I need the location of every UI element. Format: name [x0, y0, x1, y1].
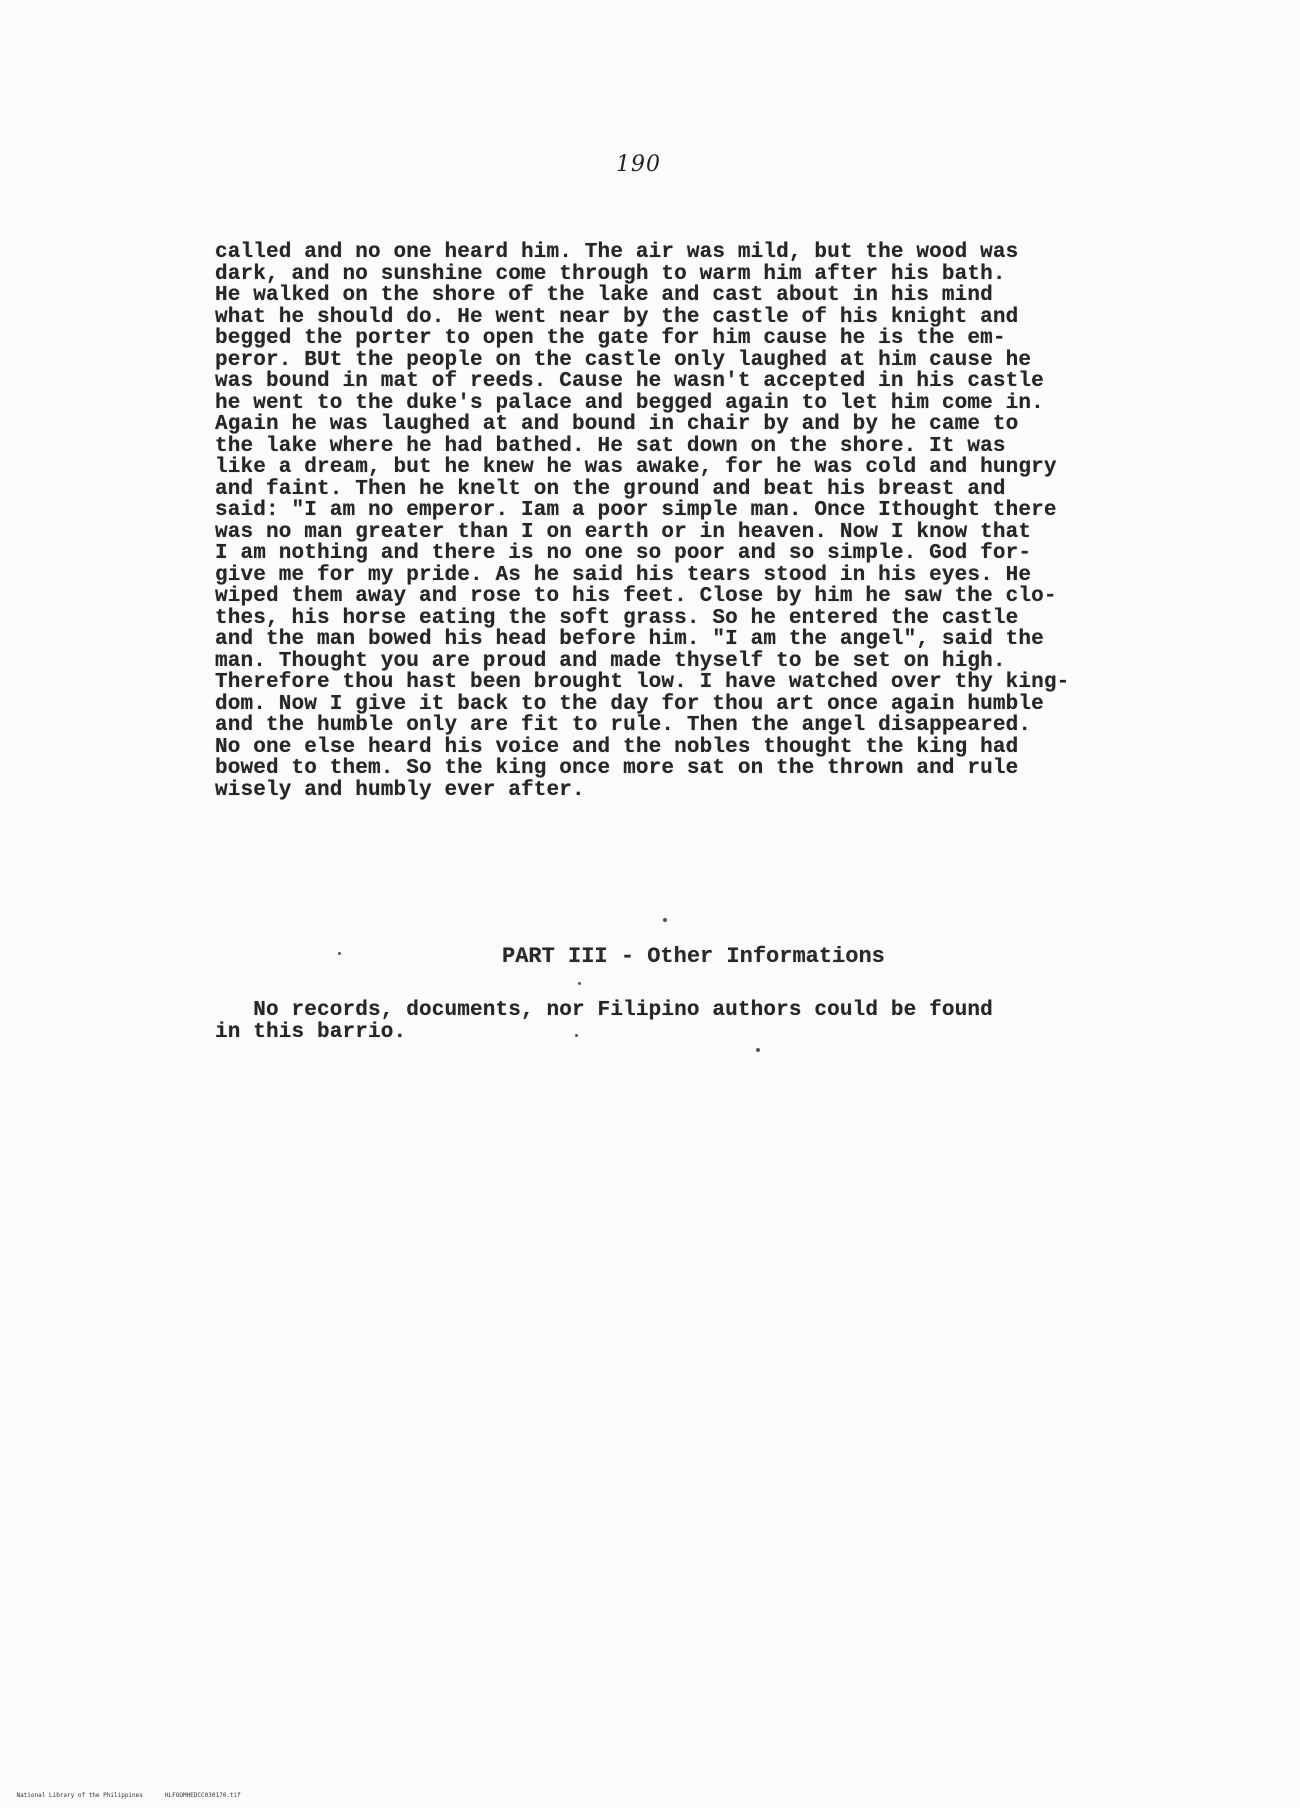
text-line: and faint. Then he knelt on the ground and beat his breast and [215, 477, 1006, 501]
text-line: begged the porter to open the gate for him cause he is the em- [215, 327, 1006, 350]
scan-speck [575, 1034, 578, 1037]
page-number: 190 [616, 152, 661, 177]
text-line: said: "I am no emperor. Iam a poor simple man. Once Ithought there [215, 499, 1057, 522]
story-text [215, 242, 1215, 801]
scan-speck [663, 918, 667, 922]
scan-footer [2, 1785, 263, 1806]
text-line: and the humble only are fit to rule. Then the angel disappeared. [215, 714, 1032, 737]
scan-speck [338, 952, 341, 955]
text-line: was no man greater than I on earth or in heaven. Now I know that [215, 520, 1032, 544]
scan-speck [578, 982, 581, 985]
text-line: dom. Now I give it back to the day for thou art once again humble [215, 692, 1044, 716]
text-line: what he should do. He went near by the castle of his knight and [215, 305, 1019, 329]
text-line: wiped them away and rose to his feet. Close by him he saw the clo- [215, 585, 1057, 608]
text-line: wisely and humbly ever after. [215, 778, 585, 802]
text-line: man. Thought you are proud and made thyself to be set on high. [215, 649, 1006, 673]
text-line: Therefore thou hast been brought low. I have watched over thy king- [215, 671, 1070, 694]
text-line: dark, and no sunshine come through to warm him after his bath. [215, 262, 1006, 286]
footer-library: National Library of the Philippines [16, 1792, 143, 1799]
text-line: bowed to them. So the king once more sat on the thrown and rule [215, 757, 1019, 780]
text-line: thes, his horse eating the soft grass. So he entered the castle [215, 606, 1019, 630]
closing-paragraph [215, 1000, 1215, 1043]
scan-speck [756, 1048, 760, 1052]
text-line: he went to the duke's palace and begged again to let him come in. [215, 391, 1044, 415]
section-heading: PART III - Other Informations [502, 944, 885, 969]
text-line: in this barrio. [215, 1020, 407, 1044]
text-line: Again he was laughed at and bound in chair by and by he came to [215, 413, 1019, 436]
text-line: called and no one heard him. The air was mild, but the wood was [215, 241, 1019, 264]
text-line: peror. BUt the people on the castle only laughed at him cause he [215, 348, 1032, 372]
text-line: No records, documents, nor Filipino authors could be found [215, 999, 993, 1022]
text-line: like a dream, but he knew he was awake, for he was cold and hungry [215, 456, 1057, 479]
text-line: He walked on the shore of the lake and cast about in his mind [215, 284, 993, 307]
text-line: I am nothing and there is no one so poor and so simple. God for- [215, 542, 1032, 565]
text-line: was bound in mat of reeds. Cause he wasn't accepted in his castle [215, 370, 1044, 393]
text-line: give me for my pride. As he said his tears stood in his eyes. He [215, 563, 1032, 587]
text-line: No one else heard his voice and the nobles thought the king had [215, 735, 1019, 759]
footer-filename: HLFOOMHEDCC030170.tif [164, 1792, 241, 1799]
text-line: the lake where he had bathed. He sat down on the shore. It was [215, 434, 1006, 458]
text-line: and the man bowed his head before him. "I am the angel", said the [215, 628, 1044, 651]
